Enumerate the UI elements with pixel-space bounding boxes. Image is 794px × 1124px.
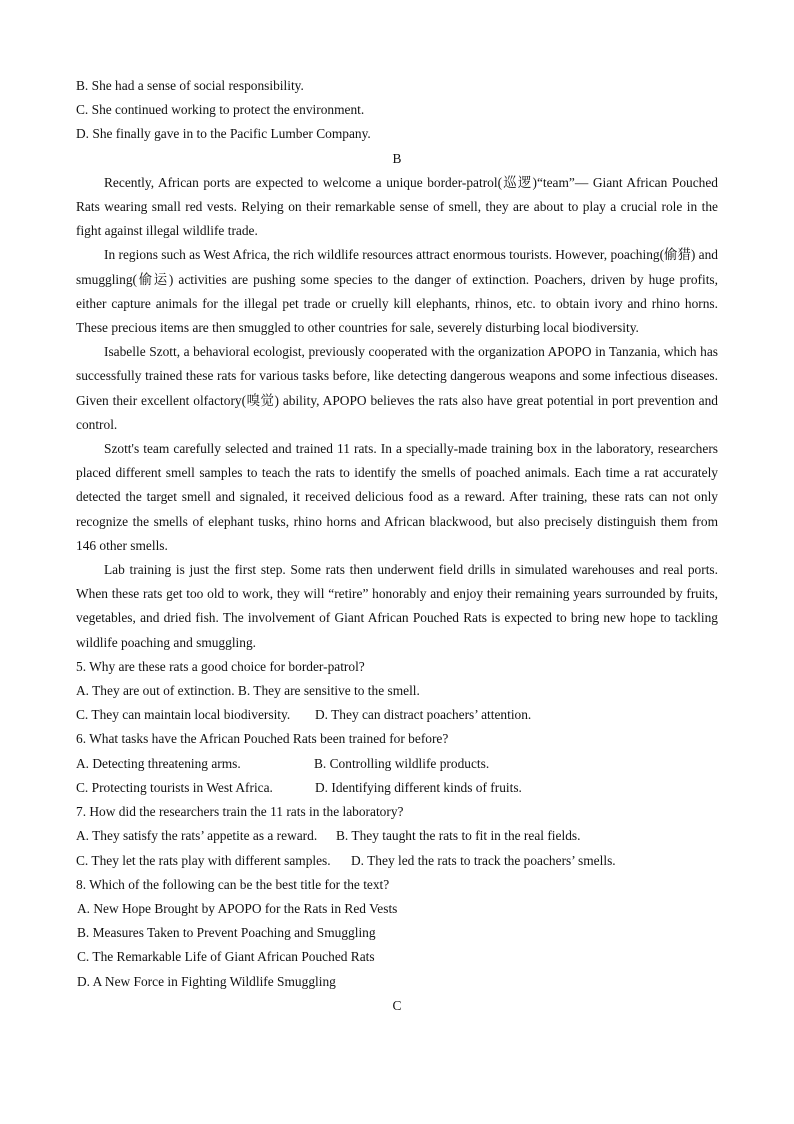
question-7-stem: 7. How did the researchers train the 11 rats in the laboratory? <box>76 804 404 820</box>
section-b-heading: B <box>392 150 402 166</box>
question-5-stem: 5. Why are these rats a good choice for border-patrol? <box>76 658 365 674</box>
question-8-option-d: D. A New Force in Fighting Wildlife Smuggling <box>77 973 336 989</box>
question-7-option-d: D. They led the rats to track the poachers’ smells. <box>351 852 616 868</box>
prev-option-d: D. She finally gave in to the Pacific Lumber Company. <box>76 126 371 142</box>
question-6-stem: 6. What tasks have the African Pouched Rats been trained for before? <box>76 731 449 747</box>
question-6-option-d: D. Identifying different kinds of fruits. <box>315 779 522 795</box>
question-6-option-a: A. Detecting threatening arms. <box>76 755 241 771</box>
document-page <box>76 74 718 1018</box>
question-8-option-a: A. New Hope Brought by APOPO for the Rats in Red Vests <box>77 900 398 916</box>
prev-option-b: B. She had a sense of social responsibility. <box>76 78 304 93</box>
question-5-option-c: C. They can maintain local biodiversity. <box>76 707 291 723</box>
question-6-option-c: C. Protecting tourists in West Africa. <box>76 779 273 795</box>
question-5-options-ab: A. They are out of extinction. B. They are sensitive to the smell. <box>76 683 420 699</box>
section-c-heading: C <box>392 997 402 1013</box>
question-7-option-b: B. They taught the rats to fit in the real fields. <box>336 828 581 844</box>
passage-paragraph-2: In regions such as West Africa, the rich wildlife resources attract enormous tourists. However, poaching(偷猎) and smuggling(偷运) activities are pushing some species to the danger of extinction. Poachers, driven by huge profits, either capture animals for the illegal pet trade or cruelly kill elephants, rhinos, etc. to obtain ivory and rhino horns. These precious items are then smuggled to other countries for sale, severely disturbing local biodiversity. <box>76 247 718 336</box>
question-8-option-b: B. Measures Taken to Prevent Poaching and Smuggling <box>77 925 376 941</box>
passage-paragraph-5: Lab training is just the first step. Some rats then underwent field drills in simulated warehouses and real ports. When these rats get too old to work, they will “retire” honorably and enjoy their remaining years surrounded by fruits, vegetables, and dried fish. The involvement of Giant African Pouched Rats is expected to bring new hope to tackling wildlife poaching and smuggling. <box>76 562 718 650</box>
question-6-options-cd <box>76 776 718 800</box>
question-7-options-cd <box>76 849 718 873</box>
question-6-option-b: B. Controlling wildlife products. <box>314 755 490 771</box>
question-8-option-c: C. The Remarkable Life of Giant African Pouched Rats <box>77 949 375 965</box>
question-5-option-d: D. They can distract poachers’ attention. <box>315 707 532 723</box>
passage-paragraph-3: Isabelle Szott, a behavioral ecologist, previously cooperated with the organization APOPO in Tanzania, which has successfully trained these rats for various tasks before, like detecting dangerous weapons and some infectious diseases. Given their excellent olfactory(嗅觉) ability, APOPO believes the rats also have great potential in port prevention and control. <box>76 344 718 432</box>
prev-option-c: C. She continued working to protect the environment. <box>76 102 365 118</box>
question-8-stem: 8. Which of the following can be the best title for the text? <box>76 876 390 892</box>
question-6-options-ab <box>76 752 718 776</box>
question-7-option-c: C. They let the rats play with different samples. <box>76 852 331 868</box>
question-7-option-a: A. They satisfy the rats’ appetite as a reward. <box>76 828 318 844</box>
passage-paragraph-1: Recently, African ports are expected to welcome a unique border-patrol(巡逻)“team”— Giant African Pouched Rats wearing small red vests. Relying on their remarkable sense of smell, they are about to play a crucial role in the fight against illegal wildlife trade. <box>76 174 718 239</box>
passage-paragraph-4: Szott's team carefully selected and trained 11 rats. In a specially-made training box in the laboratory, researchers placed different smell samples to teach the rats to identify the smells of poached animals. Each time a rat accurately detected the target smell and signaled, it received delicious food as a reward. After training, these rats can not only recognize the smells of elephant tusks, rhino horns and African blackwood, but also precisely distinguish them from 146 other smells. <box>76 441 718 553</box>
question-7-options-ab <box>76 824 718 848</box>
question-5-options-cd <box>76 703 718 727</box>
